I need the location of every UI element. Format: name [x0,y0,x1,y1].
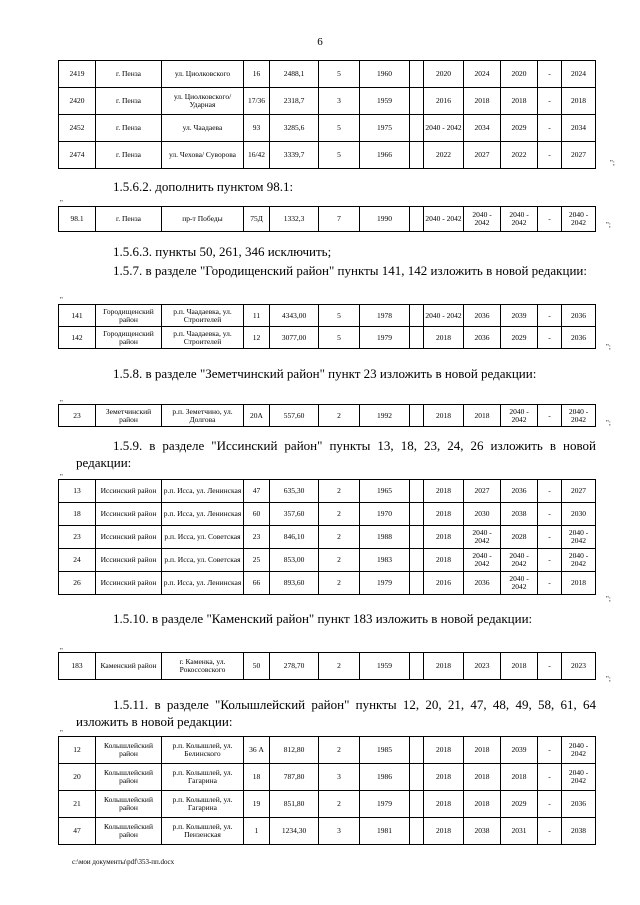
table-cell: Иссинский район [96,526,162,549]
table-cell: 2018 [501,764,538,791]
close-quote-mark: "; [606,595,611,603]
table-cell: ул. Чехова/ Суворова [162,142,244,169]
table-cell: 5 [319,305,360,327]
close-quote-mark: "; [610,159,615,167]
table-cell: 66 [244,572,270,595]
table-cell: - [538,88,562,115]
table-cell: - [538,142,562,169]
table-cell: г. Каменка, ул. Рокоссовского [162,653,244,680]
table-cell: 2 [319,405,360,427]
table-cell: 2018 [424,791,464,818]
table-cell: 2016 [424,572,464,595]
table-cell: 2022 [424,142,464,169]
table-cell: 2036 [464,327,501,349]
file-path-footer: c:\мои документы\pdf\353-пп.docx [72,858,175,866]
table-cell: г. Пенза [96,207,162,232]
table-cell: 5 [319,115,360,142]
table-cell: 5 [319,327,360,349]
page-number: 6 [317,36,323,48]
table-cell: 25 [244,549,270,572]
table-row [59,305,596,327]
table-zemetchinsky [58,404,596,427]
table-cell: 2018 [424,327,464,349]
table-cell: Городищенский район [96,327,162,349]
table-cell: 18 [59,503,96,526]
table-cell: 12 [59,737,96,764]
data-table [58,736,596,845]
table-cell: р.п. Колышлей, ул. Гагарина [162,764,244,791]
table-row [59,818,596,845]
table-cell: 20А [244,405,270,427]
table-cell: - [538,480,562,503]
table-cell: 2419 [59,61,96,88]
table-cell: 1978 [360,305,410,327]
open-quote-mark: " [60,729,63,737]
section-heading-1-5-8: 1.5.8. в разделе "Земетчинский район" пункт 23 изложить в новой редакции: [113,366,537,381]
table-cell: Каменский район [96,653,162,680]
table-cell: 23 [59,405,96,427]
table-cell: Городищенский район [96,305,162,327]
table-cell: 2028 [501,526,538,549]
table-cell: 24 [59,549,96,572]
table-cell: 1981 [360,818,410,845]
table-cell: 2036 [501,480,538,503]
table-kolyshleysky [58,736,596,845]
table-cell: 2040 - 2042 [424,305,464,327]
table-cell: 2488,1 [270,61,319,88]
table-cell: 2018 [424,653,464,680]
table-cell: 2040 - 2042 [424,115,464,142]
table-cell [410,61,424,88]
table-cell: 2036 [562,305,596,327]
table-cell: пр-т Победы [162,207,244,232]
table-cell [410,572,424,595]
table-cell: 2038 [464,818,501,845]
table-cell: 2318,7 [270,88,319,115]
table-cell: 2038 [562,818,596,845]
table-cell: 75Д [244,207,270,232]
table-cell: 3285,6 [270,115,319,142]
table-cell: - [538,791,562,818]
table-cell: 47 [244,480,270,503]
table-cell: Колышлейский район [96,791,162,818]
table-cell [410,737,424,764]
table-row [59,791,596,818]
open-quote-mark: " [60,399,63,407]
close-quote-mark: "; [606,419,611,427]
table-cell: 13 [59,480,96,503]
table-cell: 2018 [562,88,596,115]
table-cell: р.п. Колышлей, ул. Пензенская [162,818,244,845]
table-cell: Колышлейский район [96,764,162,791]
table-cell: 1986 [360,764,410,791]
table-cell: 2018 [424,503,464,526]
section-heading-1-5-9: 1.5.9. в разделе "Иссинский район" пункты 13, 18, 23, 24, 26 изложить в новой редакции: [76,438,596,470]
table-cell: Иссинский район [96,503,162,526]
table-cell [410,480,424,503]
table-row [59,653,596,680]
table-cell: 1970 [360,503,410,526]
table-cell: 3 [319,88,360,115]
table-cell: Колышлейский район [96,818,162,845]
table-cell: 23 [244,526,270,549]
table-cell: р.п. Чаадаевка, ул. Строителей [162,327,244,349]
table-cell: 2030 [464,503,501,526]
table-cell: 2018 [424,405,464,427]
open-quote-mark: " [60,296,63,304]
table-kamensky [58,652,596,680]
table-cell: 3 [319,764,360,791]
data-table [58,60,596,169]
table-row [59,405,596,427]
table-cell: 50 [244,653,270,680]
table-cell: 1979 [360,327,410,349]
table-cell: 1983 [360,549,410,572]
table-cell: - [538,305,562,327]
table-cell: 2020 [501,61,538,88]
table-cell: 19 [244,791,270,818]
table-cell: г. Пенза [96,88,162,115]
table-cell: 21 [59,791,96,818]
table-row [59,142,596,169]
table-cell: 1975 [360,115,410,142]
table-cell: 2029 [501,327,538,349]
table-row [59,572,596,595]
table-cell: ул. Циолковского [162,61,244,88]
table-cell: 853,00 [270,549,319,572]
table-cell: Иссинский район [96,549,162,572]
table-cell: 2016 [424,88,464,115]
table-cell: 2420 [59,88,96,115]
table-cell: - [538,115,562,142]
table-issinsky [58,479,596,595]
table-cell: 183 [59,653,96,680]
table-cell: 1959 [360,653,410,680]
table-cell: 2 [319,791,360,818]
table-cell: 5 [319,61,360,88]
table-cell: 1 [244,818,270,845]
table-cell: 2027 [562,480,596,503]
table-cell: 26 [59,572,96,595]
table-cell: 1992 [360,405,410,427]
table-cell: Колышлейский район [96,737,162,764]
table-cell: 2024 [464,61,501,88]
table-cell: 2018 [464,88,501,115]
table-cell: 2 [319,503,360,526]
table-cell: г. Пенза [96,61,162,88]
table-cell: 2 [319,526,360,549]
close-quote-mark: "; [606,343,611,351]
table-cell: 2040 - 2042 [562,737,596,764]
table-cell: 357,60 [270,503,319,526]
table-cell: 1234,30 [270,818,319,845]
table-cell: 2024 [562,61,596,88]
table-cell: 2020 [424,61,464,88]
table-cell [410,142,424,169]
table-cell: р.п. Исса, ул. Ленинская [162,572,244,595]
table-cell: 2036 [464,572,501,595]
table-cell: 3 [319,818,360,845]
table-cell [410,818,424,845]
table-cell: 2029 [501,115,538,142]
table-cell: 2018 [501,653,538,680]
table-item-98-1 [58,206,596,232]
table-cell: р.п. Исса, ул. Советская [162,526,244,549]
table-cell [410,503,424,526]
table-cell: 2040 - 2042 [464,526,501,549]
table-cell: 23 [59,526,96,549]
table-cell: 2023 [464,653,501,680]
table-cell: 98.1 [59,207,96,232]
table-row [59,503,596,526]
table-cell: 16/42 [244,142,270,169]
table-cell: 17/36 [244,88,270,115]
table-cell: 787,80 [270,764,319,791]
table-cell: 4343,00 [270,305,319,327]
table-cell: 2040 - 2042 [501,207,538,232]
table-cell: 2031 [501,818,538,845]
open-quote-mark: " [60,473,63,481]
table-cell [410,549,424,572]
table-cell: 93 [244,115,270,142]
table-cell: р.п. Исса, ул. Ленинская [162,480,244,503]
table-cell: - [538,737,562,764]
table-cell: 2 [319,572,360,595]
table-cell: 2029 [501,791,538,818]
table-cell [410,88,424,115]
table-cell: - [538,818,562,845]
close-quote-mark: "; [606,221,611,229]
table-cell: 2 [319,737,360,764]
table-cell [410,526,424,549]
table-cell: 851,80 [270,791,319,818]
table-cell: 2040 - 2042 [424,207,464,232]
open-quote-mark: " [60,647,63,655]
section-heading-1-5-6-2: 1.5.6.2. дополнить пунктом 98.1: [113,179,294,194]
table-cell: 1979 [360,791,410,818]
table-cell: 2018 [464,405,501,427]
open-quote-mark: " [60,199,63,207]
table-cell: ул. Чаадаева [162,115,244,142]
table-cell: - [538,327,562,349]
table-cell: 2038 [501,503,538,526]
table-row [59,737,596,764]
section-heading-1-5-6-3: 1.5.6.3. пункты 50, 261, 346 исключить; [113,244,332,259]
table-cell: 2018 [424,818,464,845]
table-cell [410,327,424,349]
table-cell: 278,70 [270,653,319,680]
table-cell: 1979 [360,572,410,595]
table-row [59,549,596,572]
table-cell: 2018 [464,737,501,764]
data-table [58,304,596,349]
table-cell: Иссинский район [96,572,162,595]
table-cell [410,115,424,142]
table-cell: 1960 [360,61,410,88]
table-cell: 1965 [360,480,410,503]
table-cell: 1332,3 [270,207,319,232]
table-cell: 2036 [562,791,596,818]
table-cell: 16 [244,61,270,88]
table-cell [410,207,424,232]
table-cell: р.п. Исса, ул. Ленинская [162,503,244,526]
table-row [59,327,596,349]
close-quote-mark: "; [606,675,611,683]
table-cell: 2034 [562,115,596,142]
table-cell: 2018 [424,526,464,549]
table-cell: 2040 - 2042 [501,549,538,572]
table-cell: г. Пенза [96,115,162,142]
table-cell: 1990 [360,207,410,232]
table-cell: р.п. Земетчино, ул. Долгова [162,405,244,427]
table-cell: - [538,764,562,791]
table-cell: 2018 [424,737,464,764]
table-cell: 47 [59,818,96,845]
table-cell: 11 [244,305,270,327]
table-cell: 2040 - 2042 [562,764,596,791]
table-cell: 846,10 [270,526,319,549]
table-cell: 2040 - 2042 [562,526,596,549]
table-row [59,207,596,232]
table-cell: - [538,572,562,595]
table-cell: 7 [319,207,360,232]
table-cell: 2039 [501,737,538,764]
table-cell: 2040 - 2042 [501,572,538,595]
table-cell: 2018 [424,764,464,791]
table-cell: 141 [59,305,96,327]
table-cell: 2 [319,480,360,503]
section-heading-1-5-11: 1.5.11. в разделе "Колышлейский район" пункты 12, 20, 21, 47, 48, 49, 58, 61, 64 изложить в новой редакции: [76,697,596,729]
table-cell: 20 [59,764,96,791]
table-cell: 2018 [424,549,464,572]
table-cell: 2452 [59,115,96,142]
table-cell: 5 [319,142,360,169]
table-cell: 557,60 [270,405,319,427]
continuation-table [58,60,596,169]
table-row [59,480,596,503]
table-gorodishchensky [58,304,596,349]
table-cell: 2027 [562,142,596,169]
table-cell: 893,60 [270,572,319,595]
table-cell: 1966 [360,142,410,169]
data-table [58,404,596,427]
data-table [58,206,596,232]
table-cell: 2018 [501,88,538,115]
table-cell: г. Пенза [96,142,162,169]
table-cell: 2040 - 2042 [464,549,501,572]
data-table [58,652,596,680]
table-cell: 2018 [424,480,464,503]
section-heading-1-5-7: 1.5.7. в разделе "Городищенский район" пункты 141, 142 изложить в новой редакции: [113,263,587,278]
table-row [59,764,596,791]
table-cell: 2040 - 2042 [562,549,596,572]
table-cell: - [538,61,562,88]
table-cell [410,305,424,327]
table-cell: 2034 [464,115,501,142]
table-cell: Иссинский район [96,480,162,503]
data-table [58,479,596,595]
table-cell: - [538,526,562,549]
table-cell [410,791,424,818]
table-cell: 2030 [562,503,596,526]
table-cell: 1959 [360,88,410,115]
table-row [59,526,596,549]
table-cell: 2022 [501,142,538,169]
table-cell: 2018 [464,764,501,791]
table-cell: 2018 [562,572,596,595]
table-cell: 3339,7 [270,142,319,169]
table-cell: 2040 - 2042 [562,405,596,427]
table-cell: 2040 - 2042 [464,207,501,232]
table-cell: 2040 - 2042 [562,207,596,232]
section-heading-1-5-10: 1.5.10. в разделе "Каменский район" пункт 183 изложить в новой редакции: [113,611,533,626]
table-cell: 2040 - 2042 [501,405,538,427]
table-cell: 60 [244,503,270,526]
table-cell: 2039 [501,305,538,327]
table-cell: р.п. Исса, ул. Советская [162,549,244,572]
table-cell: 2023 [562,653,596,680]
table-cell: 2018 [464,791,501,818]
table-cell: 1988 [360,526,410,549]
table-cell: 635,30 [270,480,319,503]
table-cell: ул. Циолковского/ Ударная [162,88,244,115]
table-cell: 3077,00 [270,327,319,349]
table-row [59,115,596,142]
table-cell [410,653,424,680]
table-cell: 2474 [59,142,96,169]
table-cell: 812,80 [270,737,319,764]
table-cell [410,764,424,791]
table-cell: 18 [244,764,270,791]
table-cell: 1985 [360,737,410,764]
table-cell: 12 [244,327,270,349]
table-cell: 2027 [464,142,501,169]
table-cell: - [538,653,562,680]
table-cell [410,405,424,427]
table-cell: 2 [319,653,360,680]
table-cell: - [538,503,562,526]
table-cell: - [538,549,562,572]
table-cell: 2036 [464,305,501,327]
table-row [59,61,596,88]
table-cell: р.п. Чаадаевка, ул. Строителей [162,305,244,327]
table-cell: - [538,207,562,232]
table-row [59,88,596,115]
table-cell: 2027 [464,480,501,503]
table-cell: 36 А [244,737,270,764]
table-cell: 2 [319,549,360,572]
table-cell: 142 [59,327,96,349]
table-cell: р.п. Колышлей, ул. Белинского [162,737,244,764]
table-cell: Земетчинский район [96,405,162,427]
table-cell: р.п. Колышлей, ул. Гагарина [162,791,244,818]
table-cell: 2036 [562,327,596,349]
table-cell: - [538,405,562,427]
